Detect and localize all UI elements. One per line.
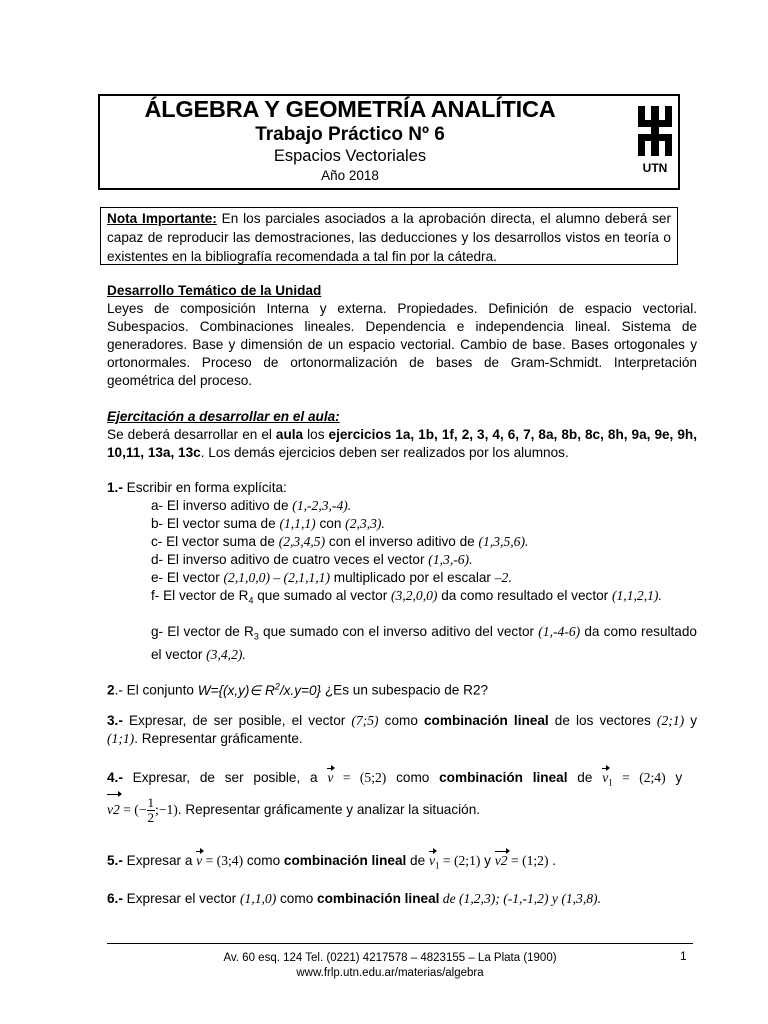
- vector-v1: v: [602, 770, 609, 785]
- document-subtitle: Trabajo Práctico Nº 6: [255, 124, 445, 145]
- document-year: Año 2018: [321, 168, 379, 183]
- exercise-1b: b- El vector suma de (1,1,1) con (2,3,3).: [151, 516, 385, 531]
- unit-description: Leyes de composición Interna y externa. Propiedades. Definición de espacio vectorial. Subespacios. Combinaciones lineales. Dependencia e independencia lineal. Sistema de generadores. Base y dimensión de un espacio vectorial. Cambio de base. Bases ortogonales y ortonormales. Proceso de ortonormalización de bases de Gram-Schmidt. Interpretación geométrica del proceso.: [107, 301, 697, 388]
- note-body: En los parciales asociados a la aprobación directa, el alumno deberá ser capaz de reproducir las demostraciones, las deducciones y los desarrollos vistos en teoría o existentes en la bibliografía recomendada a tal fin por la cátedra.: [107, 211, 671, 264]
- exercise-2: 2.- El conjunto W={(x,y)∈ $R^2/x.y=0$} ¿Es un subespacio de R2?: [107, 681, 489, 698]
- footer-address: Av. 60 esq. 124 Tel. (0221) 4217578 – 4823155 – La Plata (1900) www.frlp.utn.edu.ar/materias/algebra: [107, 951, 673, 981]
- exercise-6: 6.- Expresar el vector (1,1,0) como combinación lineal de (1,2,3); (-1,-1,2) y (1,3,8).: [107, 891, 601, 906]
- exercise-1e: e- El vector (2,1,0,0) – (2,1,1,1) multiplicado por el escalar –2.: [151, 570, 512, 585]
- important-note: [107, 209, 671, 266]
- exercise-1f: f- El vector de $R_4$ que sumado al vector (3,2,0,0) da como resultado el vector (1,1,2,1).: [151, 588, 662, 606]
- classwork-text: Se deberá desarrollar en el aula los ejercicios 1a, 1b, 1f, 2, 3, 4, 6, 7, 8a, 8b, 8c, 8h, 9a, 9e, 9h, 10,11, 13a, 13c. Los demás ejercicios deben ser realizados por los alumnos.: [107, 427, 697, 460]
- exercise-4-line2: v2 = (− $\frac{1}{2}$ ;−1). Representar gráficamente y analizar la situación.: [107, 794, 481, 825]
- exercise-1d: d- El inverso aditivo de cuatro veces el vector (1,3,-6).: [151, 552, 473, 567]
- utn-logo-text: UTN: [642, 161, 668, 175]
- fraction-one-half: $\frac{1}{2}$: [147, 794, 155, 825]
- classwork-heading: Ejercitación a desarrollar en el aula:: [107, 409, 340, 424]
- document-title: ÁLGEBRA Y GEOMETRÍA ANALÍTICA: [144, 96, 556, 122]
- utn-logo: [632, 104, 678, 176]
- footer-url: www.frlp.utn.edu.ar/materias/algebra: [296, 967, 484, 979]
- vector-v: v: [327, 770, 334, 785]
- unit-heading: Desarrollo Temático de la Unidad: [107, 283, 322, 298]
- exercise-3: 3.- Expresar, de ser posible, el vector (7;5) como combinación lineal de los vectores (2;1) y (1;1). Representar gráficamente.: [107, 713, 697, 746]
- exercise-5: 5.- Expresar a v = (3;4) como combinación lineal de $v_1$ = (2;1) y v2 = (1;2) .: [107, 853, 557, 871]
- exercise-1-intro: 1.- Escribir en forma explícita:: [107, 480, 287, 495]
- document-topic: Espacios Vectoriales: [273, 147, 427, 165]
- footer-divider: [107, 943, 693, 944]
- vector-v2: v2: [107, 795, 120, 825]
- exercise-1c: c- El vector suma de (2,3,4,5) con el inverso aditivo de (1,3,5,6).: [151, 534, 529, 549]
- exercise-1g: g- El vector de $R_3$ que sumado con el inverso aditivo del vector (1,-4-6) da como resultado el vector (3,4,2).: [151, 624, 697, 663]
- exercise-1a: a- El inverso aditivo de (1,-2,3,-4).: [151, 498, 352, 513]
- exercise-4-line1: 4.- Expresar, de ser posible, a v = (5;2) como combinación lineal de $v_1$ = (2;4) y: [107, 770, 683, 788]
- page-number: 1: [680, 949, 687, 963]
- note-label: Nota Importante:: [107, 211, 217, 226]
